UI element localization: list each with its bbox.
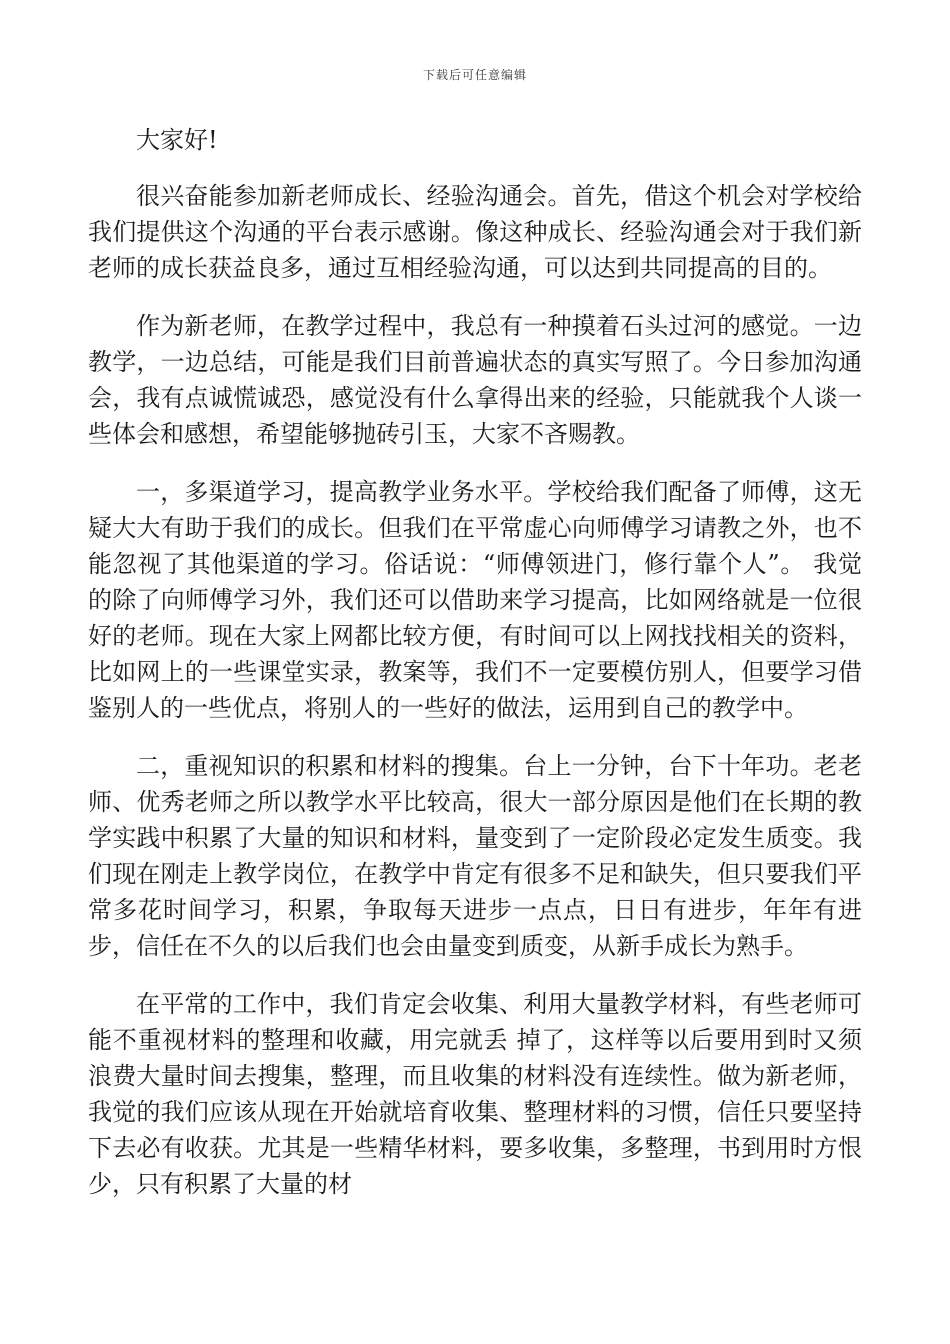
- greeting: 大家好!: [136, 126, 218, 154]
- paragraph-point-one: 一，多渠道学习，提高教学业务水平。学校给我们配备了师傅，这无疑大大有助于我们的成长。但我们在平常虚心向师傅学习请教之外，也不能忽视了其他渠道的学习。俗话说：“师傅领进门，修行靠个人”。 我觉的除了向师傅学习外，我们还可以借助来学习提高，比如网络就是一位很好的老师。现在大家上网都比较方便，有时间可以上网找找相关的资料，比如网上的一些课堂实录，教案等，我们不一定要模仿别人，但要学习借鉴别人的一些优点，将别人的一些好的做法，运用到自己的教学中。: [88, 478, 862, 722]
- document-body: [88, 122, 862, 1202]
- paragraph-intro: 很兴奋能参加新老师成长、经验沟通会。首先，借这个机会对学校给我们提供这个沟通的平台表示感谢。像这种成长、经验沟通会对于我们新老师的成长获益良多，通过互相经验沟通，可以达到共同提高的目的。: [88, 182, 862, 282]
- paragraph-materials: 在平常的工作中，我们肯定会收集、利用大量教学材料，有些老师可能不重视材料的整理和收藏，用完就丢 掉了，这样等以后要用到时又须浪费大量时间去搜集，整理，而且收集的材料没有连续性。做为新老师，我觉的我们应该从现在开始就培育收集、整理材料的习惯，信任只要坚持下去必有收获。尤其是一些精华材料，要多收集，多整理，书到用时方恨少，只有积累了大量的材: [88, 990, 862, 1198]
- paragraph-new-teacher: 作为新老师，在教学过程中，我总有一种摸着石头过河的感觉。一边教学，一边总结，可能是我们目前普遍状态的真实写照了。今日参加沟通会，我有点诚慌诚恐，感觉没有什么拿得出来的经验，只能就我个人谈一些体会和感想，希望能够抛砖引玉，大家不吝赐教。: [88, 312, 862, 448]
- paragraph-point-two: 二，重视知识的积累和材料的搜集。台上一分钟，台下十年功。老老师、优秀老师之所以教学水平比较高，很大一部分原因是他们在长期的教学实践中积累了大量的知识和材料，量变到了一定阶段必定发生质变。我们现在刚走上教学岗位，在教学中肯定有很多不足和缺失，但只要我们平常多花时间学习，积累，争取每天进步一点点，日日有进步，年年有进步，信任在不久的以后我们也会由量变到质变，从新手成长为熟手。: [88, 752, 862, 960]
- header-note: 下载后可任意编辑: [422, 68, 527, 82]
